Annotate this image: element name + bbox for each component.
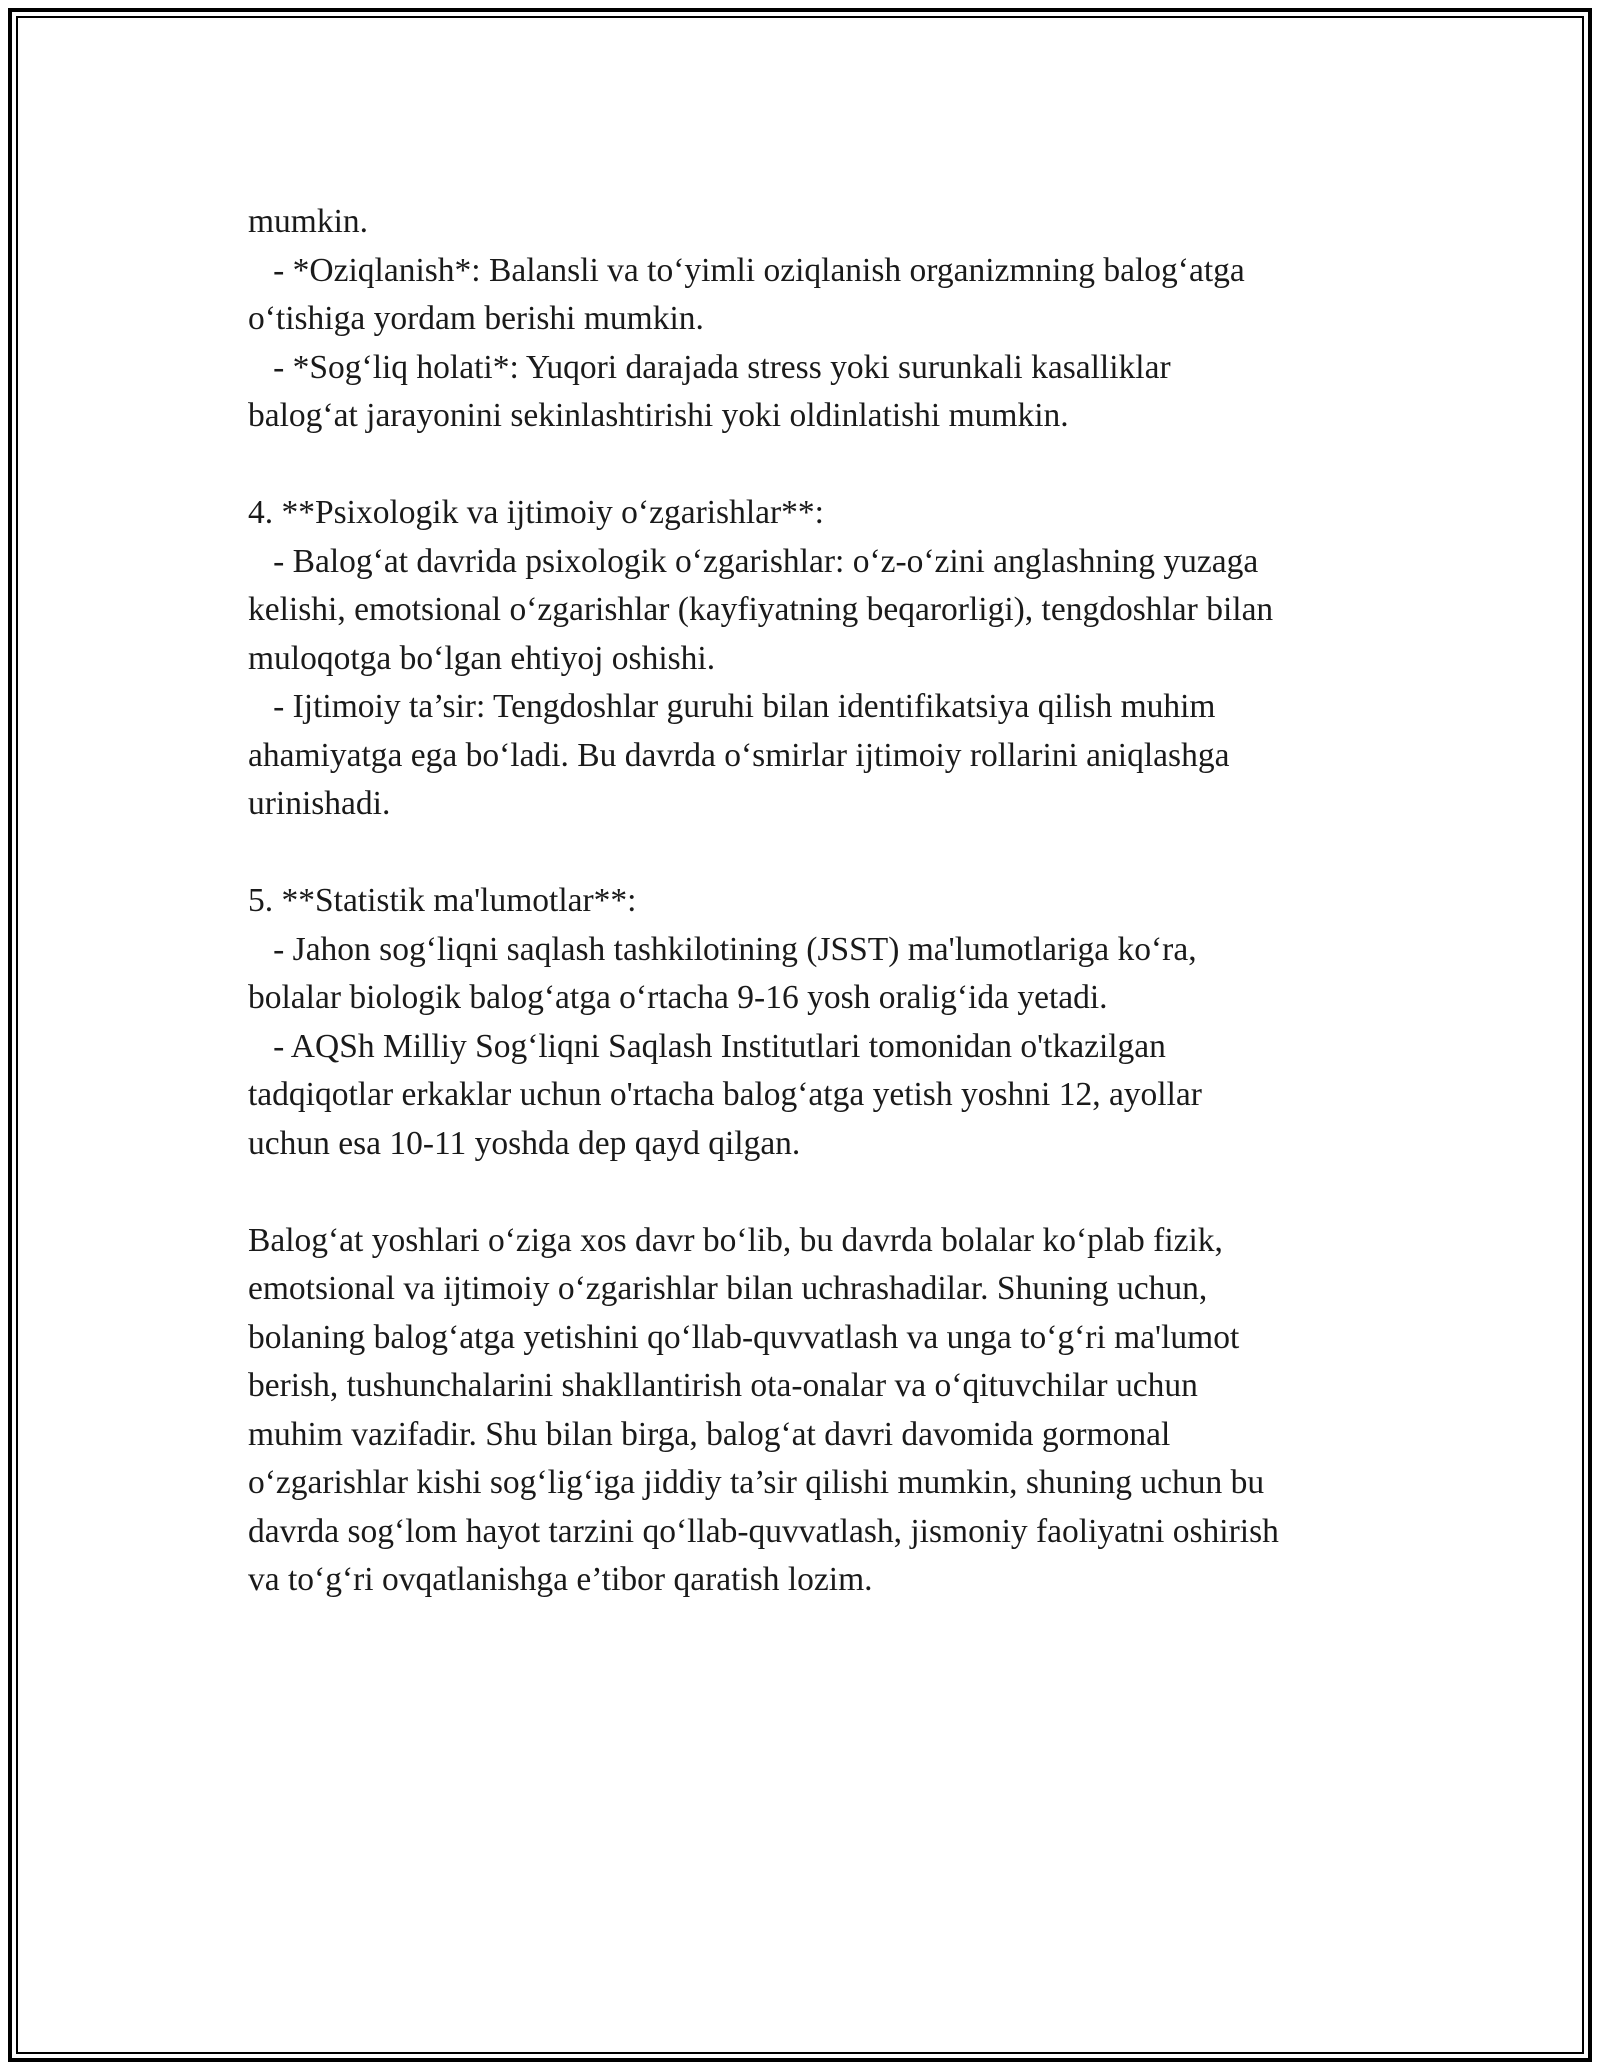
- text-line: o‘zgarishlar kishi sog‘lig‘iga jiddiy ta’sir qilishi mumkin, shuning uchun bu: [248, 1464, 1265, 1501]
- text-line: o‘tishiga yordam berishi mumkin.: [248, 300, 704, 337]
- section-psychological-social: [248, 489, 1398, 829]
- paragraph-conclusion: [248, 1217, 1398, 1605]
- text-line: berish, tushunchalarini shakllantirish ota-onalar va o‘qituvchilar uchun: [248, 1367, 1198, 1404]
- text-line: - *Sog‘liq holati*: Yuqori darajada stress yoki surunkali kasalliklar: [248, 348, 1171, 386]
- paragraph-factors-continued: [248, 198, 1398, 441]
- text-line: - *Oziqlanish*: Balansli va to‘yimli oziqlanish organizmning balog‘atga: [248, 251, 1245, 289]
- text-line: - Ijtimoiy ta’sir: Tengdoshlar guruhi bilan identifikatsiya qilish muhim: [248, 688, 1216, 725]
- paragraph-spacer: [248, 829, 1398, 878]
- text-line: bolaning balog‘atga yetishini qo‘llab-quvvatlash va unga to‘g‘ri ma'lumot: [248, 1318, 1240, 1356]
- text-line: Balog‘at yoshlari o‘ziga xos davr bo‘lib, bu davrda bolalar ko‘plab fizik,: [248, 1221, 1223, 1259]
- text-line: muloqotga bo‘lgan ehtiyoj oshishi.: [248, 639, 716, 677]
- text-line: - AQSh Milliy Sog‘liqni Saqlash Institutlari tomonidan o'tkazilgan: [248, 1027, 1166, 1065]
- text-line: - Jahon sog‘liqni saqlash tashkilotining (JSST) ma'lumotlariga ko‘ra,: [248, 930, 1197, 968]
- text-line: mumkin.: [248, 203, 369, 240]
- text-line: kelishi, emotsional o‘zgarishlar (kayfiyatning beqarorligi), tengdoshlar bilan: [248, 591, 1274, 628]
- section-heading: 5. **Statistik ma'lumotlar**:: [248, 882, 637, 919]
- paragraph-spacer: [248, 441, 1398, 490]
- text-line: urinishadi.: [248, 785, 391, 822]
- text-line: - Balog‘at davrida psixologik o‘zgarishlar: o‘z-o‘zini anglashning yuzaga: [248, 542, 1259, 580]
- page-border: [8, 8, 1592, 2062]
- paragraph-spacer: [248, 1168, 1398, 1217]
- text-line: bolalar biologik balog‘atga o‘rtacha 9-16 yosh oralig‘ida yetadi.: [248, 979, 1108, 1016]
- text-line: muhim vazifadir. Shu bilan birga, balog‘at davri davomida gormonal: [248, 1415, 1171, 1453]
- text-line: tadqiqotlar erkaklar uchun o'rtacha balog‘atga yetish yoshni 12, ayollar: [248, 1076, 1202, 1113]
- text-line: uchun esa 10-11 yoshda dep qayd qilgan.: [248, 1124, 801, 1162]
- section-heading: 4. **Psixologik va ijtimoiy o‘zgarishlar**:: [248, 494, 824, 531]
- text-line: balog‘at jarayonini sekinlashtirishi yoki oldinlatishi mumkin.: [248, 397, 1069, 434]
- text-line: emotsional va ijtimoiy o‘zgarishlar bilan uchrashadilar. Shuning uchun,: [248, 1270, 1208, 1307]
- text-line: davrda sog‘lom hayot tarzini qo‘llab-quvvatlash, jismoniy faoliyatni oshirish: [248, 1512, 1279, 1550]
- text-line: ahamiyatga ega bo‘ladi. Bu davrda o‘smirlar ijtimoiy rollarini aniqlashga: [248, 736, 1230, 774]
- text-line: va to‘g‘ri ovqatlanishga e’tibor qaratish lozim.: [248, 1561, 873, 1598]
- document-body: [248, 198, 1398, 1605]
- section-statistics: [248, 877, 1398, 1168]
